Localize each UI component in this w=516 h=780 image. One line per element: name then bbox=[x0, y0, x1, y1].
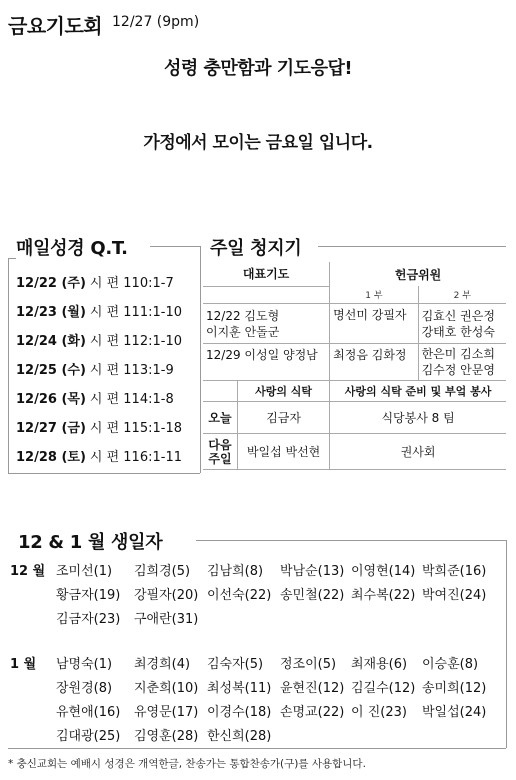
birthday-entry: 최성복(11) bbox=[207, 681, 272, 696]
qt-title-rule bbox=[150, 246, 200, 247]
birthday-entry: 박희준(16) bbox=[422, 564, 487, 579]
qt-row bbox=[16, 388, 174, 407]
duty-title: 주일 청지기 bbox=[210, 234, 307, 260]
page-date: 12/27 (9pm) bbox=[112, 14, 200, 30]
birthday-entry: 최재용(6) bbox=[351, 657, 408, 672]
qt-date: 12/26 (목) bbox=[16, 392, 86, 407]
qt-border-right bbox=[200, 246, 201, 473]
qt-row bbox=[16, 272, 174, 291]
qt-reference: 시 편 111:1-10 bbox=[89, 305, 182, 320]
qt-row bbox=[16, 417, 182, 436]
headline-secondary: 가정에서 모이는 금요일 입니다. bbox=[143, 133, 373, 153]
birthday-entry: 송민철(22) bbox=[280, 588, 345, 603]
duty-next-love: 박일섭 박선현 bbox=[238, 434, 330, 470]
birthday-title: 12 & 1 월 생일자 bbox=[18, 528, 168, 554]
page-title: 금요기도회 bbox=[8, 14, 103, 38]
birthday-dec-label: 12 월 bbox=[10, 564, 46, 579]
footer-note: * 충신교회는 예배시 성경은 개역한글, 찬송가는 통합찬송가(구)를 사용합니다. bbox=[8, 758, 366, 770]
birthday-entry: 유현애(16) bbox=[56, 705, 121, 720]
qt-reference: 시 편 112:1-10 bbox=[89, 334, 182, 349]
birthday-entry: 박남순(13) bbox=[280, 564, 345, 579]
duty-header-offering: 헌금위원 bbox=[330, 262, 506, 286]
duty-table bbox=[203, 262, 506, 470]
qt-border-bottom bbox=[8, 473, 200, 474]
birthday-entry: 이영현(14) bbox=[351, 564, 416, 579]
birthday-entry: 김희경(5) bbox=[134, 564, 191, 579]
birthday-entry: 최수복(22) bbox=[351, 588, 416, 603]
qt-date: 12/22 (주) bbox=[16, 276, 86, 291]
duty-header-prayer: 대표기도 bbox=[203, 262, 330, 286]
birthday-entry: 손명교(22) bbox=[280, 705, 345, 720]
qt-row bbox=[16, 359, 174, 378]
duty-r1-part2: 김효신 권은정 강태호 한성숙 bbox=[418, 304, 506, 344]
duty-today-love: 김금자 bbox=[238, 402, 330, 434]
birthday-entry: 정조이(5) bbox=[280, 657, 337, 672]
qt-date: 12/25 (수) bbox=[16, 363, 86, 378]
qt-reference: 시 편 110:1-7 bbox=[89, 276, 174, 291]
qt-reference: 시 편 115:1-18 bbox=[89, 421, 182, 436]
birthday-entry: 최경희(4) bbox=[134, 657, 191, 672]
duty-r1-prayer: 12/22 김도형 이지훈 안돌군 bbox=[203, 304, 330, 344]
birthday-entry: 김숙자(5) bbox=[207, 657, 264, 672]
duty-next-label: 다음 주일 bbox=[203, 434, 238, 470]
duty-r2-prayer: 12/29 이성일 양정남 bbox=[203, 344, 330, 381]
qt-date: 12/23 (월) bbox=[16, 305, 86, 320]
duty-title-rule bbox=[318, 246, 506, 247]
birthday-entry: 황금자(19) bbox=[56, 588, 121, 603]
birthday-entry: 지춘희(10) bbox=[134, 681, 199, 696]
headline-primary: 성령 충만함과 기도응답! bbox=[163, 58, 353, 79]
duty-header-part1: 1 부 bbox=[330, 286, 418, 304]
birthday-entry: 윤현진(12) bbox=[280, 681, 345, 696]
duty-today-label: 오늘 bbox=[203, 402, 238, 434]
birthday-entry: 이선숙(22) bbox=[207, 588, 272, 603]
qt-reference: 시 편 114:1-8 bbox=[89, 392, 174, 407]
birthday-entry: 구애란(31) bbox=[134, 612, 199, 627]
qt-row bbox=[16, 330, 182, 349]
duty-r2-part1: 최정음 김화정 bbox=[330, 344, 418, 381]
qt-date: 12/28 (토) bbox=[16, 450, 86, 465]
duty-today-prep: 식당봉사 8 팀 bbox=[330, 402, 506, 434]
birthday-entry: 박일섭(24) bbox=[422, 705, 487, 720]
qt-border-top bbox=[8, 258, 16, 259]
duty-love-blank bbox=[203, 381, 238, 402]
birthday-entry: 김영훈(28) bbox=[134, 729, 199, 744]
birthday-border-right bbox=[506, 540, 507, 748]
birthday-entry: 김길수(12) bbox=[351, 681, 416, 696]
duty-r1-part1: 명선미 강필자 bbox=[330, 304, 418, 344]
duty-next-prep: 권사회 bbox=[330, 434, 506, 470]
qt-date: 12/27 (금) bbox=[16, 421, 86, 436]
qt-title: 매일성경 Q.T. bbox=[16, 234, 134, 260]
birthday-entry: 유영문(17) bbox=[134, 705, 199, 720]
birthday-entry: 강필자(20) bbox=[134, 588, 199, 603]
duty-header-part2: 2 부 bbox=[418, 286, 506, 304]
qt-date: 12/24 (화) bbox=[16, 334, 86, 349]
birthday-entry: 김남희(8) bbox=[207, 564, 264, 579]
birthday-border-bottom bbox=[8, 748, 506, 749]
birthday-entry: 장원경(8) bbox=[56, 681, 113, 696]
birthday-entry: 박여진(24) bbox=[422, 588, 487, 603]
birthday-entry: 한신희(28) bbox=[207, 729, 272, 744]
qt-reference: 시 편 116:1-11 bbox=[89, 450, 182, 465]
birthday-jan-label: 1 월 bbox=[10, 657, 37, 672]
duty-header-blank bbox=[203, 286, 330, 304]
birthday-title-rule bbox=[196, 540, 506, 541]
birthday-entry: 김대광(25) bbox=[56, 729, 121, 744]
birthday-entry: 송미희(12) bbox=[422, 681, 487, 696]
duty-r2-part2: 한은미 김소희 김수정 안문영 bbox=[418, 344, 506, 381]
duty-header-love: 사랑의 식탁 bbox=[238, 381, 330, 402]
birthday-entry: 이승훈(8) bbox=[422, 657, 479, 672]
qt-border-left bbox=[8, 258, 9, 473]
birthday-entry: 조미선(1) bbox=[56, 564, 113, 579]
birthday-entry: 이 진(23) bbox=[351, 705, 407, 720]
birthday-entry: 이경수(18) bbox=[207, 705, 272, 720]
qt-reference: 시 편 113:1-9 bbox=[89, 363, 174, 378]
qt-row bbox=[16, 301, 182, 320]
birthday-entry: 남명숙(1) bbox=[56, 657, 113, 672]
duty-header-love-prep: 사랑의 식탁 준비 및 부엌 봉사 bbox=[330, 381, 506, 402]
qt-row bbox=[16, 446, 182, 465]
birthday-entry: 김금자(23) bbox=[56, 612, 121, 627]
